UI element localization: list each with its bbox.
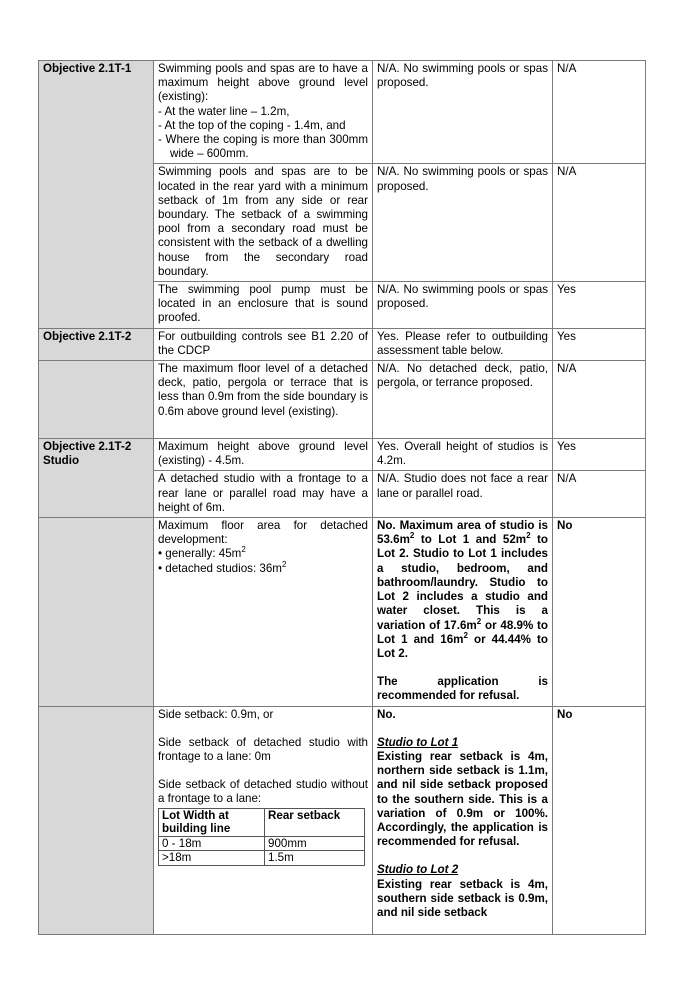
compliance-cell: Yes: [553, 439, 646, 471]
table-row: [39, 361, 646, 439]
assessment-table-page: [38, 60, 645, 935]
objective-cell-empty: [39, 706, 154, 934]
list-item: • detached studios: $36m^2$: [158, 559, 287, 575]
compliance-cell: N/A: [553, 361, 646, 439]
requirement-cell: For outbuilding controls see B1 2.20 of the CDCP: [154, 328, 373, 360]
requirement-text: Side setback of detached studio without a frontage to a lane:: [158, 778, 368, 806]
response-cell: N/A. Studio does not face a rear lane or parallel road.: [373, 471, 553, 518]
requirement-list: [158, 105, 368, 162]
objective-cell-empty: [39, 361, 154, 439]
response-text: Existing rear setback is 4m, northern side setback is 1.1m, and nil side setback proposed to the southern side. This is a variation of 0.9m or 100%. Accordingly, the application is recommended for refusal.: [377, 749, 548, 849]
setback-table: [158, 808, 365, 866]
table-row: [159, 851, 365, 866]
table-row: [39, 61, 646, 164]
table-row: [39, 328, 646, 360]
list-item: - Where the coping is more than 300mm wide – 600mm.: [158, 133, 368, 161]
requirement-cell: [154, 518, 373, 706]
response-lead: No.: [377, 707, 396, 721]
objective-sublabel: Studio: [43, 454, 80, 468]
requirement-cell: Maximum height above ground level (existing) - 4.5m.: [154, 439, 373, 471]
response-cell: [373, 706, 553, 934]
requirement-text: Side setback of detached studio with frontage to a lane: 0m: [158, 735, 368, 763]
requirement-cell: [154, 61, 373, 164]
response-text: No. Maximum area of studio is $53.6m^2$ to Lot 1 and $52m^2$ to Lot 2. Studio to Lot 1 includes a studio, bedroom, and bathroom/laundry. Studio to Lot 2 includes a studio and water closet. This is a variation of $17.6m^2$ or 48.9% to Lot 1 and $16m^2$ or 44.44% to Lot 2.: [377, 519, 548, 660]
objective-cell: [39, 439, 154, 518]
compliance-table: [38, 60, 646, 935]
table-cell: >18m: [159, 851, 265, 866]
response-subheading: Studio to Lot 1: [377, 735, 459, 749]
compliance-cell: N/A: [553, 164, 646, 282]
response-text: Existing rear setback is 4m, southern side setback is 0.9m, and nil side setback: [377, 877, 548, 919]
compliance-cell: Yes: [553, 282, 646, 329]
compliance-cell: N/A: [553, 61, 646, 164]
requirement-text: Side setback: 0.9m, or: [158, 707, 274, 721]
requirement-intro: Swimming pools and spas are to have a maximum height above ground level (existing):: [158, 62, 368, 104]
objective-cell: Objective 2.1T-2: [39, 328, 154, 360]
compliance-cell: No: [553, 518, 646, 706]
response-cell: Yes. Please refer to outbuilding assessment table below.: [373, 328, 553, 360]
compliance-cell: N/A: [553, 471, 646, 518]
response-cell: [373, 518, 553, 706]
response-subheading: Studio to Lot 2: [377, 863, 459, 877]
table-row: [39, 439, 646, 471]
table-row: [159, 836, 365, 851]
requirement-intro: Maximum floor area for detached development:: [158, 519, 368, 547]
requirement-cell: The swimming pool pump must be located in an enclosure that is sound proofed.: [154, 282, 373, 329]
response-cell: N/A. No detached deck, patio, pergola, or terrance proposed.: [373, 361, 553, 439]
requirement-cell: The maximum floor level of a detached deck, patio, pergola or terrace that is less than 0.9m from the side boundary is 0.6m above ground level (existing).: [154, 361, 373, 439]
requirement-cell: Swimming pools and spas are to be located in the rear yard with a minimum setback of 1m from any side or rear boundary. The setback of a swimming pool from a secondary road must be consistent with the setback of a dwelling house from the secondary road boundary.: [154, 164, 373, 282]
response-cell: N/A. No swimming pools or spas proposed.: [373, 61, 553, 164]
list-item: - At the water line – 1.2m,: [158, 104, 290, 118]
objective-cell-empty: [39, 518, 154, 706]
objective-label: Objective 2.1T-2: [43, 440, 132, 454]
list-item: - At the top of the coping - 1.4m, and: [158, 118, 346, 132]
compliance-cell: Yes: [553, 328, 646, 360]
table-cell: 1.5m: [265, 851, 365, 866]
requirement-cell: [154, 706, 373, 934]
table-row: [39, 706, 646, 934]
recommendation-text: The application is recommended for refusal.: [377, 675, 548, 703]
compliance-cell: No: [553, 706, 646, 934]
response-cell: N/A. No swimming pools or spas proposed.: [373, 164, 553, 282]
table-cell: 0 - 18m: [159, 836, 265, 851]
table-row: [39, 518, 646, 706]
column-header: Lot Width at building line: [159, 808, 265, 836]
response-cell: Yes. Overall height of studios is 4.2m.: [373, 439, 553, 471]
list-item: • generally: $45m^2$: [158, 545, 246, 561]
objective-cell: Objective 2.1T-1: [39, 61, 154, 329]
column-header: Rear setback: [265, 808, 365, 836]
table-cell: 900mm: [265, 836, 365, 851]
response-cell: N/A. No swimming pools or spas proposed.: [373, 282, 553, 329]
table-header-row: [159, 808, 365, 836]
requirement-cell: A detached studio with a frontage to a rear lane or parallel road may have a height of 6m.: [154, 471, 373, 518]
